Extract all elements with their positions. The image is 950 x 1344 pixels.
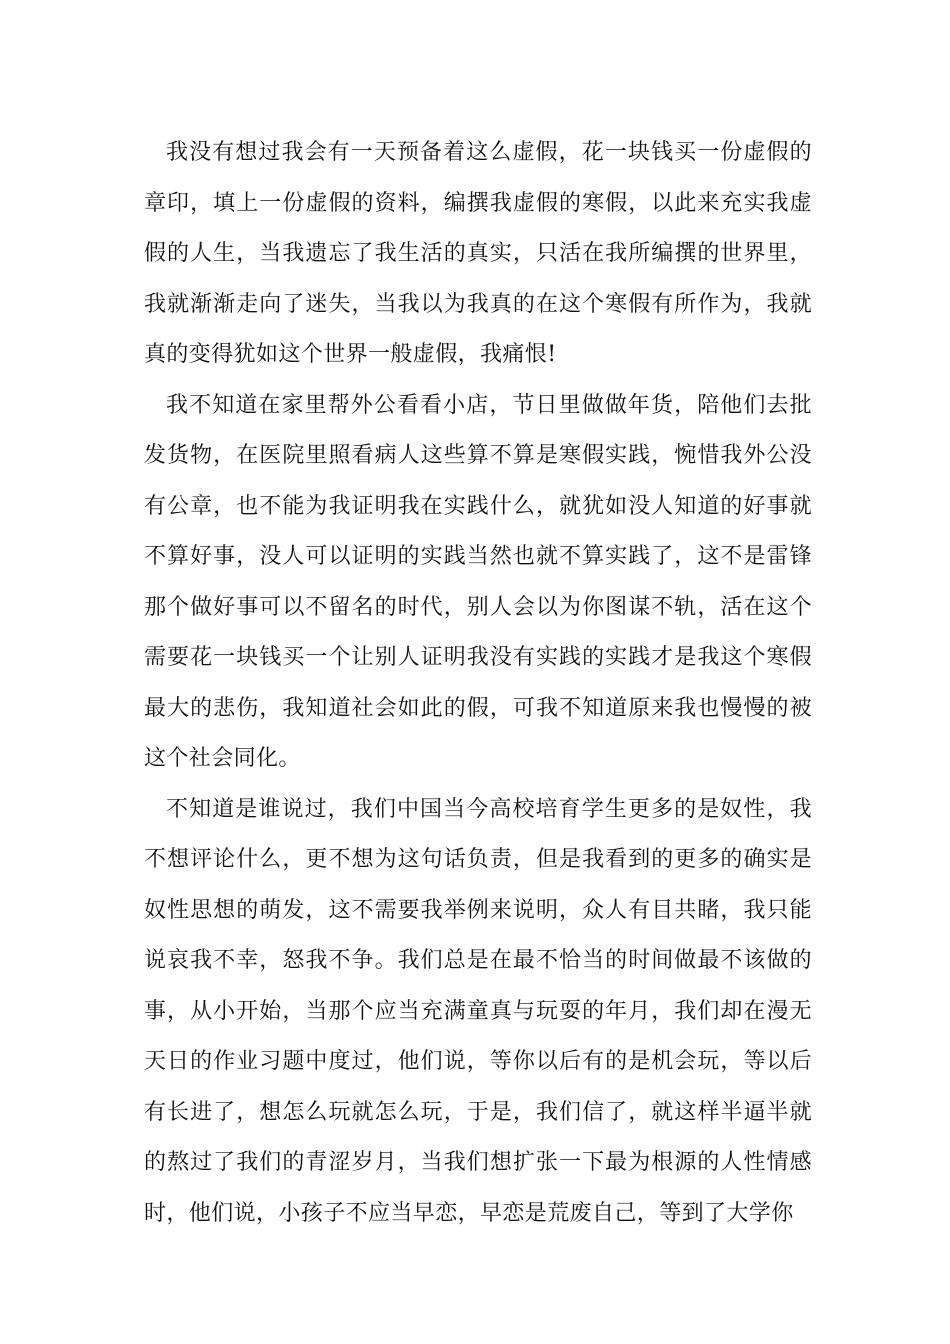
- paragraph-2: 我不知道在家里帮外公看看小店，节日里做做年货，陪他们去批发货物，在医院里照看病人这些算不算是寒假实践，惋惜我外公没有公章，也不能为我证明我在实践什么，就犹如没人知道的好事就不算好事，没人可以证明的实践当然也就不算实践了，这不是雷锋那个做好事可以不留名的时代，别人会以为你图谋不轨，活在这个需要花一块钱买一个让别人证明我没有实践的实践才是我这个寒假最大的悲伤，我知道社会如此的假，可我不知道原来我也慢慢的被这个社会同化。: [144, 392, 812, 771]
- body-text: [144, 128, 812, 1239]
- paragraph-3: 不知道是谁说过，我们中国当今高校培育学生更多的是奴性，我不想评论什么，更不想为这句话负责，但是我看到的更多的确实是奴性思想的萌发，这不需要我举例来说明，众人有目共睹，我只能说哀我不幸，怒我不争。我们总是在最不恰当的时间做最不该做的事，从小开始，当那个应当充满童真与玩耍的年月，我们却在漫无天日的作业习题中度过，他们说，等你以后有的是机会玩，等以后有长进了，想怎么玩就怎么玩，于是，我们信了，就这样半逼半就的熬过了我们的青涩岁月，当我们想扩张一下最为根源的人性情感时，他们说，小孩子不应当早恋，早恋是荒废自己，等到了大学你: [144, 796, 812, 1226]
- paragraph-1: 我没有想过我会有一天预备着这么虚假，花一块钱买一份虚假的章印，填上一份虚假的资料，编撰我虚假的寒假，以此来充实我虚假的人生，当我遗忘了我生活的真实，只活在我所编撰的世界里，我就渐渐走向了迷失，当我以为我真的在这个寒假有所作为，我就真的变得犹如这个世界一般虚假，我痛恨!: [144, 140, 812, 367]
